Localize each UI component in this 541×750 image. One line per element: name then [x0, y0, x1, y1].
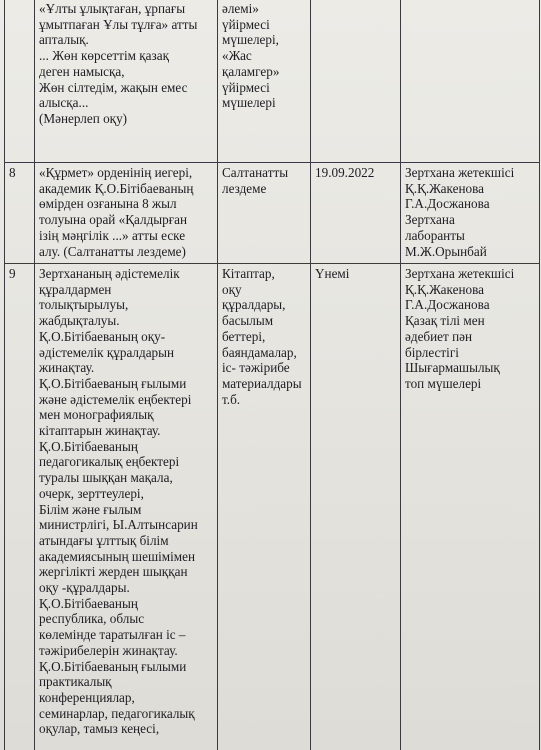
- form-line: мүшелері: [222, 95, 276, 111]
- event-line: Қ.О.Бітібаеваның оқу-: [39, 328, 166, 344]
- date-line: Үнемі: [315, 266, 350, 281]
- event-line: Білім және ғылым: [39, 501, 142, 517]
- form-cell: [218, 163, 311, 264]
- event-line: жергілікті жерден шыққан: [39, 564, 188, 580]
- form-line: лездеме: [222, 180, 267, 196]
- responsible-line: Г.А.Досжанова: [405, 196, 490, 212]
- event-line: министрлігі, Ы.Алтынсарин: [39, 517, 198, 533]
- date-line: 19.09.2022: [315, 165, 375, 180]
- event-line: Қ.О.Бітібаеваның: [39, 438, 138, 454]
- date-cell: [311, 264, 401, 750]
- event-line: Жөн сілтедім, жақын емес: [39, 79, 188, 95]
- form-line: беттері,: [222, 328, 266, 344]
- event-line: «Құрмет» орденінің иегері,: [39, 165, 193, 180]
- row-number-cell: 8: [5, 163, 35, 264]
- form-line: іс- тәжірибе: [222, 360, 290, 376]
- row-number-cell: 9: [5, 264, 35, 750]
- event-line: мен монографиялық: [39, 407, 154, 423]
- event-line: атындағы ұлттық білім: [39, 532, 169, 548]
- event-line: оқулар, тамыз кеңесі,: [39, 721, 160, 737]
- responsible-line: топ мүшелері: [405, 375, 482, 391]
- event-line: педагогикалық еңбектері: [39, 454, 180, 470]
- event-line: жинақтау.: [39, 360, 95, 376]
- responsible-line: Зертхана жетекшісі: [405, 266, 515, 281]
- event-line: академик Қ.О.Бітібаеваның: [39, 180, 194, 196]
- event-line: ұмытпаған Ұлы тұлға» атты: [39, 16, 198, 32]
- form-line: әлемі»: [222, 1, 259, 16]
- form-line: материалдары: [222, 375, 302, 391]
- event-line: Зертхананың әдістемелік: [39, 266, 180, 281]
- responsible-cell: [401, 163, 540, 264]
- responsible-line: М.Ж.Орынбай: [405, 243, 487, 259]
- date-cell: [311, 163, 401, 264]
- responsible-line: Қ.Қ.Жакенова: [405, 281, 485, 297]
- form-line: Кітаптар,: [222, 266, 275, 281]
- event-line: толуына орай «Қалдырған: [39, 212, 188, 228]
- event-line: ізің мәңгілік ...» атты еске: [39, 227, 186, 243]
- event-line: конференциялар,: [39, 689, 135, 705]
- responsible-line: бірлестігі: [405, 344, 459, 360]
- responsible-line: Қазақ тілі мен: [405, 313, 485, 329]
- plan-table: [4, 0, 540, 750]
- event-line: Қ.О.Бітібаеваның: [39, 595, 138, 611]
- form-line: Салтанатты: [222, 165, 289, 180]
- table-row: [5, 264, 540, 750]
- plan-table-body: [5, 0, 540, 750]
- event-line: Қ.О.Бітібаеваның ғылыми: [39, 658, 187, 674]
- event-line: академиясының шешімімен: [39, 548, 196, 564]
- event-line: ... Жөн көрсеттім қазақ: [39, 48, 169, 64]
- event-line: (Мәнерлеп оқу): [39, 110, 128, 126]
- table-row: [5, 163, 540, 264]
- event-line: алысқа...: [39, 95, 89, 111]
- responsible-cell: [401, 264, 540, 750]
- event-cell: [35, 0, 218, 163]
- responsible-line: Зертхана: [405, 212, 455, 228]
- event-line: оқу -құралдары.: [39, 580, 130, 596]
- event-line: туралы шыққан мақала,: [39, 470, 173, 486]
- form-cell: [218, 0, 311, 163]
- form-line: үйірмесі: [222, 79, 270, 95]
- event-line: көлемінде таратылған іс –: [39, 627, 186, 643]
- event-line: толықтырылуы,: [39, 297, 129, 313]
- form-line: т.б.: [222, 391, 241, 407]
- form-line: мүшелері,: [222, 32, 279, 48]
- responsible-line: лаборанты: [405, 227, 465, 243]
- event-line: деген намысқа,: [39, 63, 125, 79]
- date-cell: [311, 0, 401, 163]
- form-line: үйірмесі: [222, 16, 270, 32]
- event-line: жабдықталуы.: [39, 313, 120, 329]
- form-cell: [218, 264, 311, 750]
- responsible-line: Зертхана жетекшісі: [405, 165, 515, 180]
- event-line: Қ.О.Бітібаеваның ғылыми: [39, 375, 187, 391]
- responsible-line: әдебиет пән: [405, 328, 473, 344]
- event-line: практикалық: [39, 674, 112, 690]
- event-line: алу. (Салтанатты лездеме): [39, 243, 186, 259]
- responsible-line: Шығармашылық: [405, 360, 500, 376]
- event-cell: [35, 264, 218, 750]
- responsible-line: Қ.Қ.Жакенова: [405, 180, 485, 196]
- form-line: құралдары,: [222, 297, 286, 313]
- event-line: апталық.: [39, 32, 89, 48]
- row-number-cell: [5, 0, 35, 163]
- responsible-cell: [401, 0, 540, 163]
- form-line: оқу: [222, 281, 242, 297]
- form-line: баяндамалар,: [222, 344, 297, 360]
- form-line: басылым: [222, 313, 274, 329]
- event-line: құралдармен: [39, 281, 112, 297]
- event-line: «Ұлты ұлықтаған, ұрпағы: [39, 1, 186, 16]
- event-cell: [35, 163, 218, 264]
- event-line: республика, облыс: [39, 611, 145, 627]
- event-line: очерк, зерттеулері,: [39, 485, 144, 501]
- event-line: семинарлар, педагогикалық: [39, 705, 195, 721]
- event-line: әдістемелік құралдарын: [39, 344, 175, 360]
- table-row: [5, 0, 540, 163]
- event-line: өмірден озғанына 8 жыл: [39, 196, 177, 212]
- responsible-line: Г.А.Досжанова: [405, 297, 490, 313]
- event-line: және әдістемелік еңбектері: [39, 391, 192, 407]
- form-line: қаламгер»: [222, 63, 280, 79]
- event-line: тәжірибелерін жинақтау.: [39, 642, 178, 658]
- event-line: кітаптарын жинақтау.: [39, 423, 161, 439]
- form-line: «Жас: [222, 48, 252, 64]
